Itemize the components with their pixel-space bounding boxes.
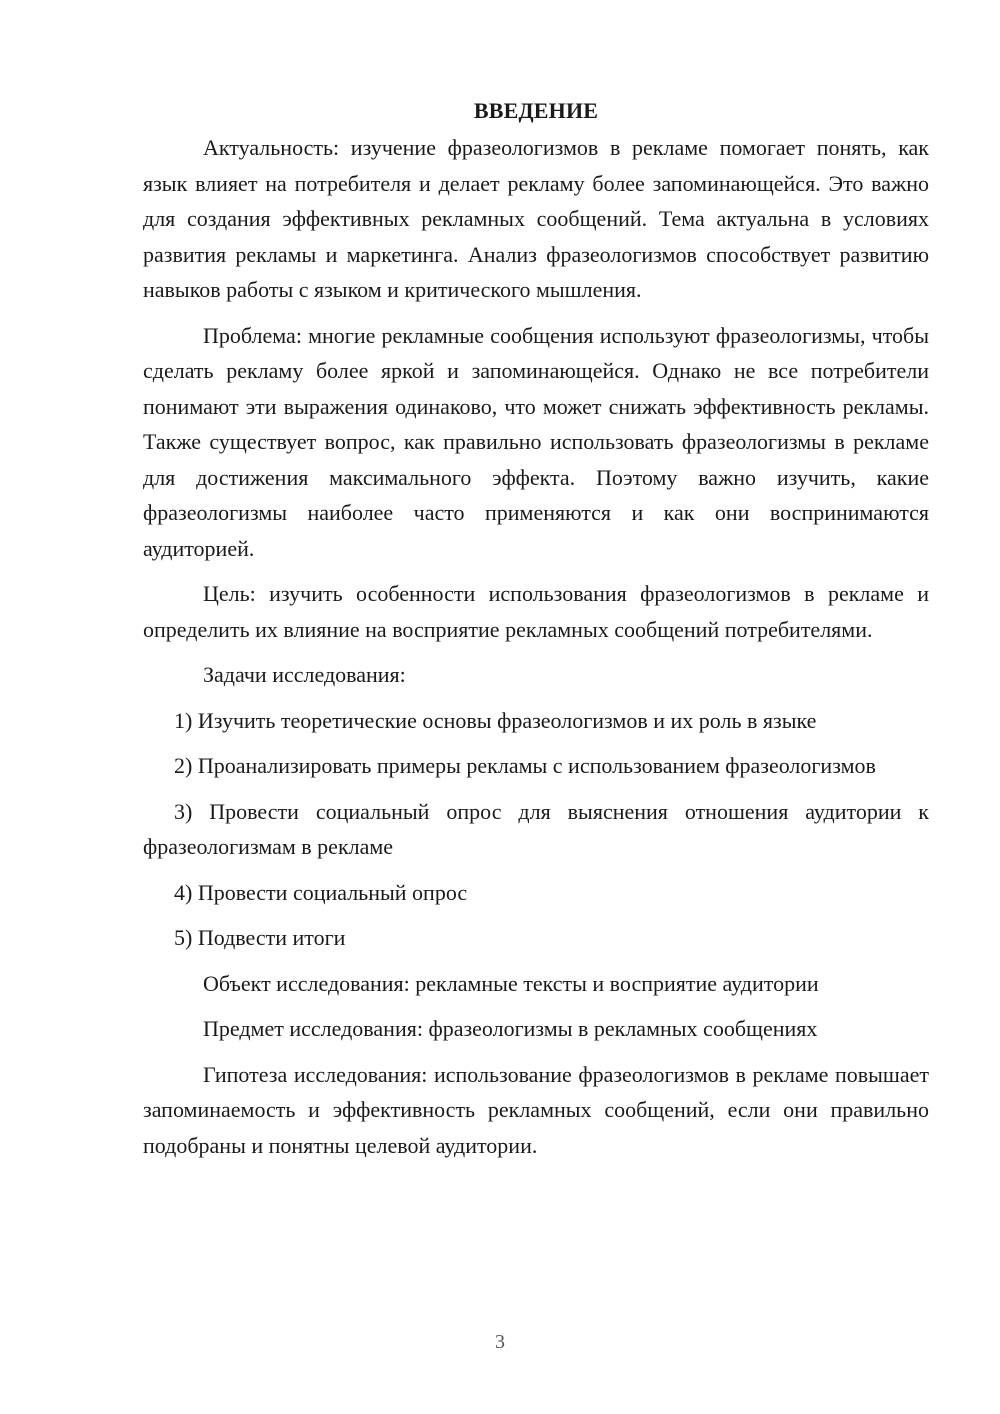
paragraph-problem: Проблема: многие рекламные сообщения используют фразеологизмы, чтобы сделать рекламу более яркой и запоминающейся. Однако не все потребители понимают эти выражения одинаково, что может снижать эффективность рекламы. Также существует вопрос, как правильно использовать фразеологизмы в рекламе для достижения максимального эффекта. Поэтому важно изучить, какие фразеологизмы наиболее часто применяются и как они воспринимаются аудиторией.: [143, 322, 929, 561]
task-item-3: 3) Провести социальный опрос для выяснения отношения аудитории к фразеологизмам в рекламе: [143, 798, 929, 859]
task-item-2: 2) Проанализировать примеры рекламы с использованием фразеологизмов: [174, 753, 876, 778]
paragraph-subject: Предмет исследования: фразеологизмы в рекламных сообщениях: [203, 1016, 818, 1041]
tasks-heading: Задачи исследования:: [203, 662, 406, 687]
page-body: [143, 93, 929, 1173]
task-item-4: 4) Провести социальный опрос: [174, 879, 468, 905]
paragraph-hypothesis: Гипотеза исследования: использование фразеологизмов в рекламе повышает запоминаемость и эффективность рекламных сообщений, если они правильно подобраны и понятны целевой аудитории.: [143, 1061, 929, 1158]
section-heading: ВВЕДЕНИЕ: [473, 98, 599, 123]
page-number: 3: [495, 1331, 505, 1353]
paragraph-goal: Цель: изучить особенности использования фразеологизмов в рекламе и определить их влияние на восприятие рекламных сообщений потребителями.: [143, 581, 929, 642]
paragraph-relevance: Актуальность: изучение фразеологизмов в рекламе помогает понять, как язык влияет на потребителя и делает рекламу более запоминающейся. Это важно для создания эффективных рекламных сообщений. Тема актуальна в условиях развития рекламы и маркетинга. Анализ фразеологизмов способствует развитию навыков работы с языком и критического мышления.: [143, 135, 929, 302]
paragraph-object: Объект исследования: рекламные тексты и восприятие аудитории: [203, 970, 819, 996]
task-item-1: 1) Изучить теоретические основы фразеологизмов и их роль в языке: [174, 707, 817, 733]
task-item-5: 5) Подвести итоги: [174, 925, 346, 950]
